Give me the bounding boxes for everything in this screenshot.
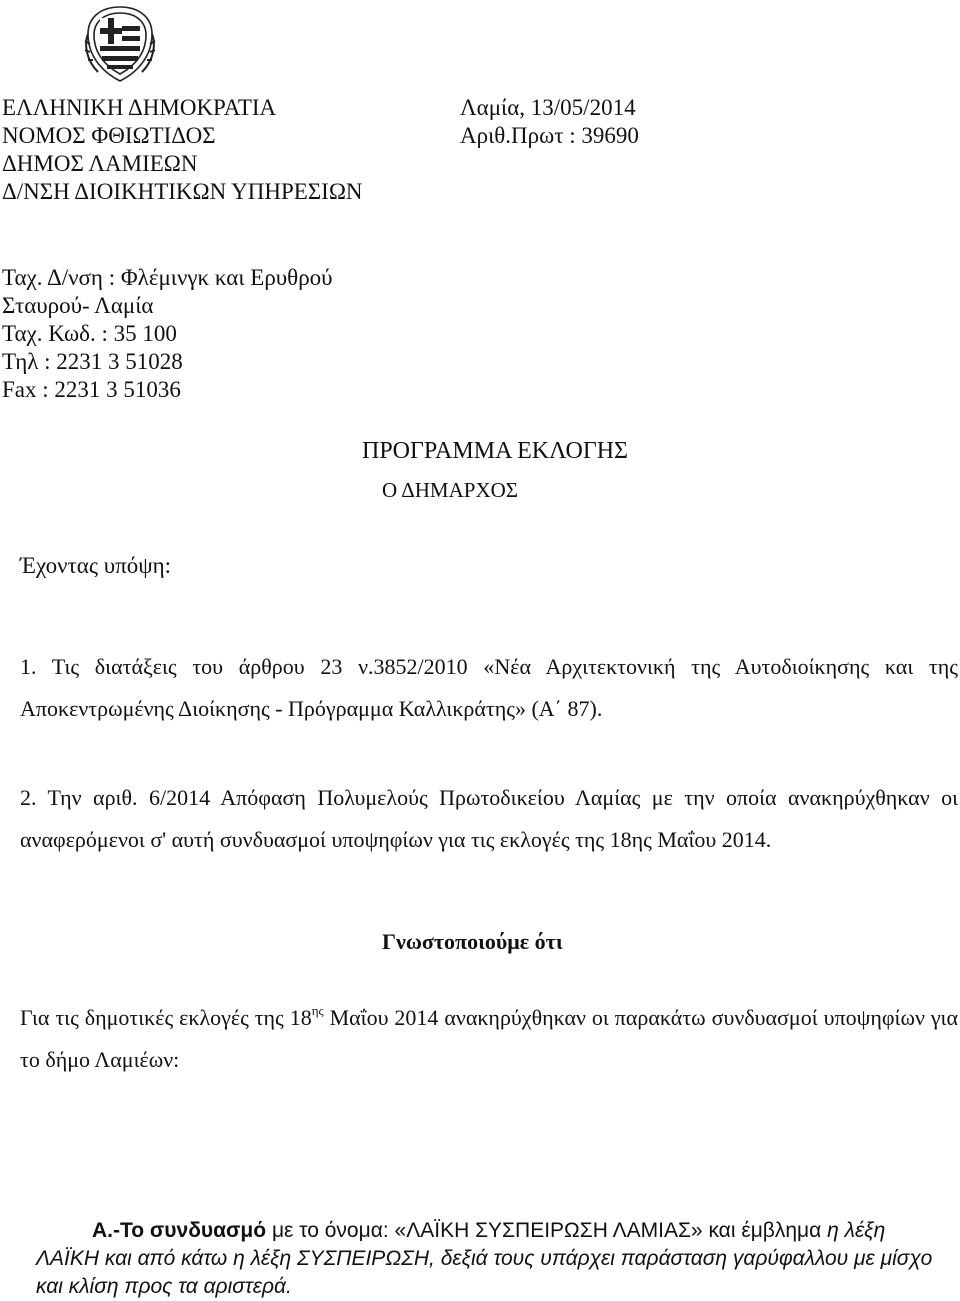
place-date: Λαμία, 13/05/2014 bbox=[460, 95, 636, 120]
combination-a bbox=[36, 1217, 940, 1301]
combination-a-emblem-description: η λέξη ΛΑΪΚΗ και από κάτω η λέξη ΣΥΣΠΕΙΡΩΣΗ, δεξιά τους υπάρχει παράσταση γαρύφαλλου με μίσχο και κλίση προς τα αριστερά. bbox=[36, 1219, 933, 1298]
address-block bbox=[2, 264, 333, 404]
document-title: ΠΡΟΓΡΑΜΜΑ ΕΚΛΟΓΗΣ bbox=[362, 438, 628, 464]
sender-line: ΕΛΛΗΝΙΚΗ ΔΗΜΟΚΡΑΤΙΑ bbox=[2, 95, 277, 120]
sender-block bbox=[2, 94, 363, 206]
legal-basis-item-1: 1. Τις διατάξεις του άρθρου 23 ν.3852/2010 «Νέα Αρχιτεκτονική της Αυτοδιοίκησης και της Αποκεντρωμένης Διοίκησης - Πρόγραμμα Καλλικράτης» (Α΄ 87). bbox=[20, 654, 958, 721]
address-line: Σταυρού- Λαμία bbox=[2, 293, 154, 318]
elections-text-end: Μαΐου 2014 ανακηρύχθηκαν οι παρακάτω συνδυασμοί υποψηφίων για το δήμο Λαμιέων: bbox=[20, 1005, 958, 1072]
document-meta bbox=[460, 94, 639, 150]
elections-text-start: Για τις δημοτικές εκλογές της 18 bbox=[20, 1005, 312, 1030]
greek-emblem-icon bbox=[80, 4, 160, 84]
address-line: Fax : 2231 3 51036 bbox=[2, 377, 181, 402]
having-regard: Έχοντας υπόψη: bbox=[20, 553, 172, 578]
sender-line: ΝΟΜΟΣ ΦΘΙΩΤΙΔΟΣ bbox=[2, 123, 216, 148]
combination-a-name: με το όνομα: «ΛΑΪΚΗ ΣΥΣΠΕΙΡΩΣΗ ΛΑΜΙΑΣ» και έμβλημα bbox=[266, 1219, 828, 1242]
combination-a-prefix: Α.-Το συνδυασμό bbox=[92, 1219, 267, 1242]
announcement-heading: Γνωστοποιούμε ότι bbox=[382, 929, 563, 954]
address-line: Ταχ. Δ/νση : Φλέμινγκ και Ερυθρού bbox=[2, 265, 333, 290]
address-line: Ταχ. Κωδ. : 35 100 bbox=[2, 321, 177, 346]
protocol-number: Αριθ.Πρωτ : 39690 bbox=[460, 123, 639, 148]
sender-line: ΔΗΜΟΣ ΛΑΜΙΕΩΝ bbox=[2, 151, 198, 176]
sender-line: Δ/ΝΣΗ ΔΙΟΙΚΗΤΙΚΩΝ ΥΠΗΡΕΣΙΩΝ bbox=[2, 179, 363, 204]
elections-paragraph bbox=[20, 997, 958, 1081]
legal-basis-item-2: 2. Την αριθ. 6/2014 Απόφαση Πολυμελούς Πρωτοδικείου Λαμίας με την οποία ανακηρύχθηκαν οι αναφερόμενοι σ' αυτή συνδυασμοί υποψηφίων για τις εκλογές της 18ης Μαΐου 2014. bbox=[20, 785, 958, 852]
issuer-heading: Ο ΔΗΜΑΡΧΟΣ bbox=[382, 478, 518, 502]
address-line: Τηλ : 2231 3 51028 bbox=[2, 349, 183, 374]
ordinal-suffix: ης bbox=[311, 1003, 324, 1018]
